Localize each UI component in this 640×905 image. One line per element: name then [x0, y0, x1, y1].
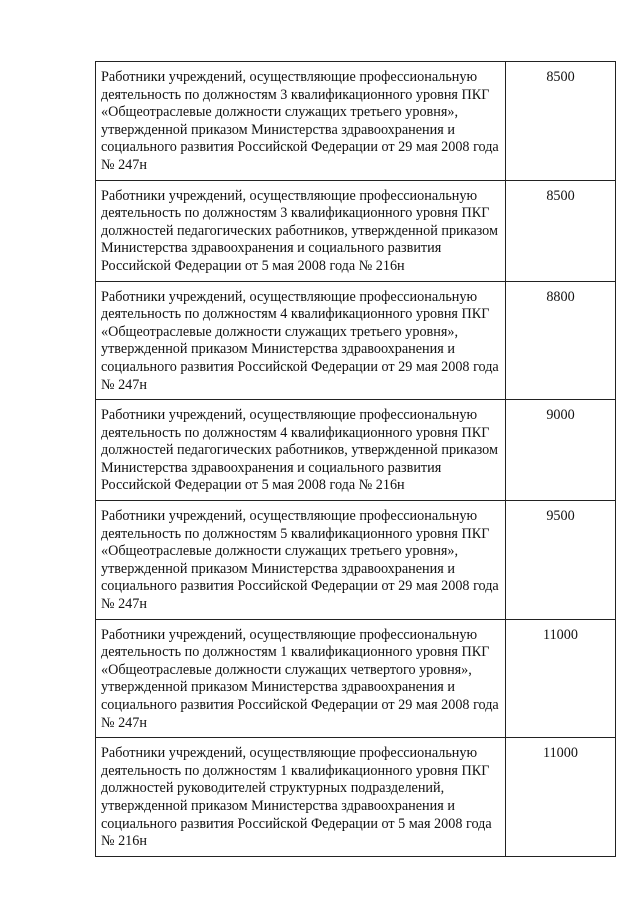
table-row [96, 62, 616, 181]
position-description: Работники учреждений, осуществляющие профессиональную деятельность по должностям 3 квалификационного уровня ПКГ должностей педагогических работников, утвержденной приказом Министерства здравоохранения и социального развития Российской Федерации от 5 мая 2008 года № 216н [96, 180, 506, 281]
table-row [96, 738, 616, 857]
salary-value: 8500 [506, 180, 616, 281]
position-description: Работники учреждений, осуществляющие профессиональную деятельность по должностям 3 квалификационного уровня ПКГ «Общеотраслевые должности служащих третьего уровня», утвержденной приказом Министерства здравоохранения и социального развития Российской Федерации от 29 мая 2008 года № 247н [96, 62, 506, 181]
salary-value: 11000 [506, 619, 616, 738]
salary-table [95, 61, 616, 857]
position-description: Работники учреждений, осуществляющие профессиональную деятельность по должностям 4 квалификационного уровня ПКГ должностей педагогических работников, утвержденной приказом Министерства здравоохранения и социального развития Российской Федерации от 5 мая 2008 года № 216н [96, 400, 506, 501]
position-description: Работники учреждений, осуществляющие профессиональную деятельность по должностям 1 квалификационного уровня ПКГ должностей руководителей структурных подразделений, утвержденной приказом Министерства здравоохранения и социального развития Российской Федерации от 5 мая 2008 года № 216н [96, 738, 506, 857]
position-description: Работники учреждений, осуществляющие профессиональную деятельность по должностям 5 квалификационного уровня ПКГ «Общеотраслевые должности служащих третьего уровня», утвержденной приказом Министерства здравоохранения и социального развития Российской Федерации от 29 мая 2008 года № 247н [96, 501, 506, 620]
salary-value: 11000 [506, 738, 616, 857]
salary-value: 8800 [506, 281, 616, 400]
table-row [96, 501, 616, 620]
table-row [96, 619, 616, 738]
table-row [96, 281, 616, 400]
table-row [96, 180, 616, 281]
position-description: Работники учреждений, осуществляющие профессиональную деятельность по должностям 4 квалификационного уровня ПКГ «Общеотраслевые должности служащих третьего уровня», утвержденной приказом Министерства здравоохранения и социального развития Российской Федерации от 29 мая 2008 года № 247н [96, 281, 506, 400]
salary-value: 8500 [506, 62, 616, 181]
salary-value: 9000 [506, 400, 616, 501]
position-description: Работники учреждений, осуществляющие профессиональную деятельность по должностям 1 квалификационного уровня ПКГ «Общеотраслевые должности служащих четвертого уровня», утвержденной приказом Министерства здравоохранения и социального развития Российской Федерации от 29 мая 2008 года № 247н [96, 619, 506, 738]
table-row [96, 400, 616, 501]
salary-value: 9500 [506, 501, 616, 620]
